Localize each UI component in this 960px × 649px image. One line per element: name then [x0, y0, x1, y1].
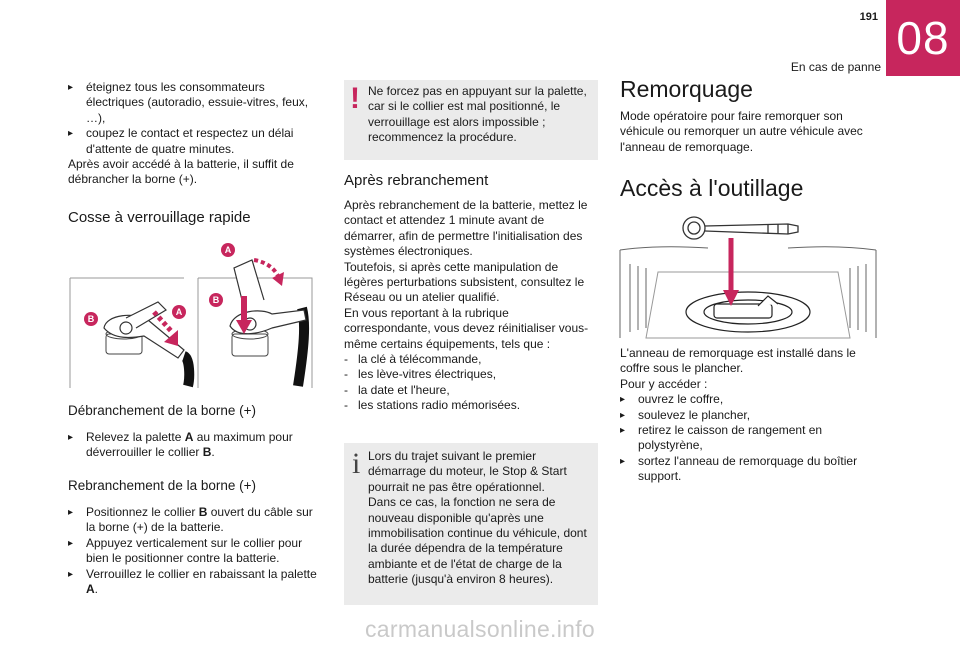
warning-text: Ne forcez pas en appuyant sur la palette, car si le collier est mal positionné, le verrouillage est alors impossible ; recommencez la procédure.	[368, 84, 587, 145]
info-icon: i	[352, 447, 361, 480]
section-title-debranchement: Débranchement de la borne (+)	[68, 403, 256, 418]
list-item: ▸ éteignez tous les consommateurs électriques (autoradio, essuie-vitres, feux, …),	[68, 80, 309, 125]
triangle-bullet-icon: ▸	[68, 507, 74, 518]
triangle-bullet-icon: ▸	[68, 537, 74, 549]
section-title-apres: Après rebranchement	[344, 172, 489, 189]
remorquage-text: Mode opératoire pour faire remorquer son véhicule ou remorquer un autre véhicule avec l'anneau de remorquage.	[620, 109, 863, 154]
list-item: ▸ Relevez la palette A au maximum pour déverrouiller le collier B.	[68, 430, 293, 460]
chapter-number-tab: 08	[886, 0, 960, 76]
rebranchement-block	[68, 505, 323, 597]
figure-label-b: B	[87, 314, 95, 324]
list-item: - les lève-vitres électriques,	[344, 367, 497, 382]
list-item: ▸ retirez le caisson de rangement en polystyrène,	[620, 423, 823, 453]
triangle-bullet-icon: ▸	[620, 409, 626, 421]
triangle-bullet-icon: ▸	[620, 455, 626, 467]
apres-block: Après rebranchement de la batterie, mettez le contact et attendez 1 minute avant de démarrer, afin de permettre l'initialisation des systèmes électroniques. Toutefois, si après cette manipulation de légères perturbations subsistent, consultez le Réseau ou un atelier qualifié. En vous reportant à la rubrique correspondante, vous devez réinitialiser vous-même certains équipements, tels que : - la clé à télécommande, - les lève-vitres électriques, - la date et l'heure, - les stations radio mémorisées.	[344, 198, 598, 414]
section-title-remorquage: Remorquage	[620, 76, 753, 102]
debranchement-block	[68, 430, 323, 461]
triangle-bullet-icon: ▸	[68, 432, 74, 443]
intro-block	[68, 80, 323, 188]
list-item: ▸ coupez le contact et respectez un délai d'attente de quatre minutes.	[68, 126, 294, 156]
warning-icon: !	[350, 82, 360, 115]
list-item: ▸ Positionnez le collier B ouvert du câble sur la borne (+) de la batterie.	[68, 505, 313, 535]
towing-eye-figure	[618, 212, 878, 342]
battery-terminal-figure	[66, 238, 318, 390]
towing-eye-icon	[683, 217, 798, 239]
list-item: ▸ ouvrez le coffre,	[620, 392, 724, 407]
list-item: ▸ sortez l'anneau de remorquage du boîtier support.	[620, 453, 858, 484]
triangle-bullet-icon: ▸	[620, 394, 626, 406]
list-item: ▸ soulevez le plancher,	[620, 407, 751, 422]
chapter-title: En cas de panne	[790, 60, 881, 74]
figure-label-b: B	[212, 295, 220, 305]
figure-label-a: A	[224, 245, 232, 255]
list-item: - les stations radio mémorisées.	[344, 398, 521, 413]
triangle-bullet-icon: ▸	[68, 82, 74, 93]
warning-box	[344, 80, 598, 160]
section-title-cosse: Cosse à verrouillage rapide	[68, 209, 251, 226]
footer-watermark: carmanualsonline.info	[364, 616, 596, 642]
info-text: Lors du trajet suivant le premier démarrage du moteur, le Stop & Start pourrait ne pas être opérationnel. Dans ce cas, la fonction ne sera de nouveau disponible qu'après une immobilisation continue du véhicule, dont la durée dépendra de la température ambiante et de l'état de charge de la batterie (jusqu'à environ 8 heures).	[368, 449, 587, 587]
list-item: - la date et l'heure,	[344, 382, 450, 397]
figure-label-a: A	[175, 307, 183, 317]
triangle-bullet-icon: ▸	[68, 128, 74, 140]
list-item: ▸ Appuyez verticalement sur le collier pour bien le positionner contre la batterie.	[68, 535, 303, 566]
list-item: ▸ Verrouillez le collier en rabaissant la palette A.	[68, 566, 317, 597]
page-number: 191	[859, 11, 878, 23]
section-title-acces: Accès à l'outillage	[620, 175, 804, 201]
info-box	[344, 443, 598, 605]
triangle-bullet-icon: ▸	[620, 425, 626, 437]
list-item: - la clé à télécommande,	[344, 352, 482, 367]
section-title-rebranchement: Rebranchement de la borne (+)	[68, 478, 256, 493]
acces-block: L'anneau de remorquage est installé dans le coffre sous le plancher. Pour y accéder : ▸ ouvrez le coffre, ▸ soulevez le plancher, ▸ retirez le caisson de rangement en polystyrène, ▸ sortez l'anneau de remorquage du boîtier support.	[620, 346, 875, 485]
triangle-bullet-icon: ▸	[68, 568, 74, 580]
intro-text: Après avoir accédé à la batterie, il suffit de débrancher la borne (+).	[68, 157, 294, 187]
